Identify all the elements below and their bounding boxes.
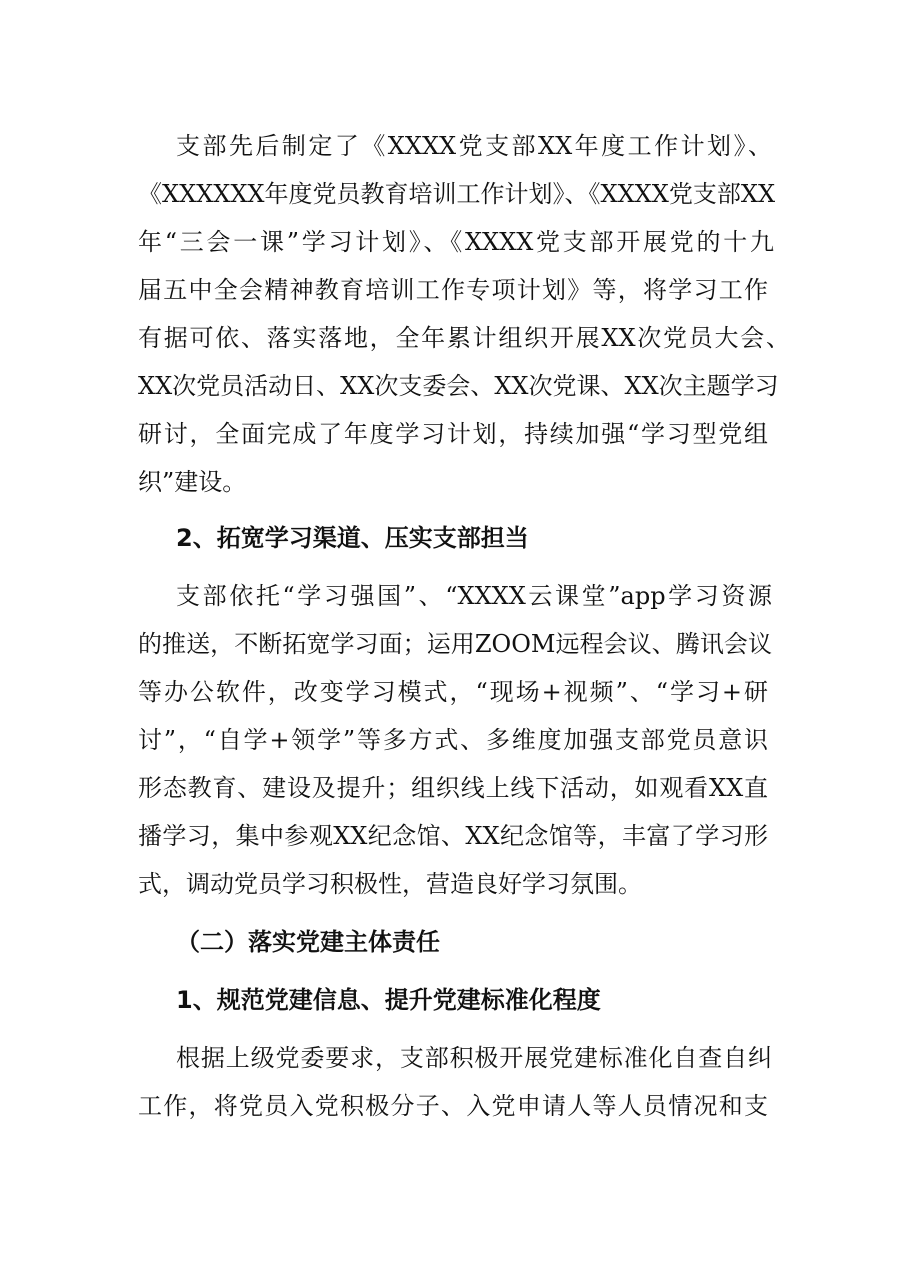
paragraph-line: 支部依托“学习强国”、“XXXX云课堂”app学习资源: [176, 582, 772, 610]
paragraph-line: 届五中全会精神教育培训工作专项计划》等，将学习工作: [138, 276, 768, 304]
paragraph-line: 工作，将党员入党积极分子、入党申请人等人员情况和支: [138, 1092, 768, 1120]
paragraph-line: 播学习，集中参观XX纪念馆、XX纪念馆等，丰富了学习形: [138, 822, 768, 850]
paragraph-line: 《XXXXXX年度党员教育培训工作计划》、《XXXX党支部XX: [138, 180, 776, 208]
paragraph-line: 年“三会一课”学习计划》、《XXXX党支部开展党的十九: [138, 228, 774, 256]
paragraph-line: 织”建设。: [138, 468, 247, 496]
subheading-2: 2、拓宽学习渠道、压实支部担当: [176, 524, 529, 552]
paragraph-line: 形态教育、建设及提升；组织线上线下活动，如观看XX直: [138, 774, 768, 802]
paragraph-line: XX次党员活动日、XX次支委会、XX次党课、XX次主题学习: [138, 372, 779, 400]
paragraph-line: 等办公软件，改变学习模式，“现场+视频”、“学习+研: [138, 678, 768, 706]
paragraph-line: 有据可依、落实落地，全年累计组织开展XX次党员大会、: [138, 324, 790, 352]
paragraph-line: 支部先后制定了《XXXX党支部XX年度工作计划》、: [176, 132, 772, 160]
paragraph-line: 式，调动党员学习积极性，营造良好学习氛围。: [138, 870, 642, 898]
paragraph-line: 的推送，不断拓宽学习面；运用ZOOM远程会议、腾讯会议: [138, 630, 772, 658]
subheading-1: 1、规范党建信息、提升党建标准化程度: [176, 986, 601, 1014]
paragraph-line: 研讨，全面完成了年度学习计划，持续加强“学习型党组: [138, 420, 768, 448]
paragraph-line: 根据上级党委要求，支部积极开展党建标准化自查自纠: [176, 1044, 772, 1072]
section-heading: （二）落实党建主体责任: [176, 928, 440, 956]
paragraph-line: 讨”，“自学+领学”等多方式、多维度加强支部党员意识: [138, 726, 768, 754]
